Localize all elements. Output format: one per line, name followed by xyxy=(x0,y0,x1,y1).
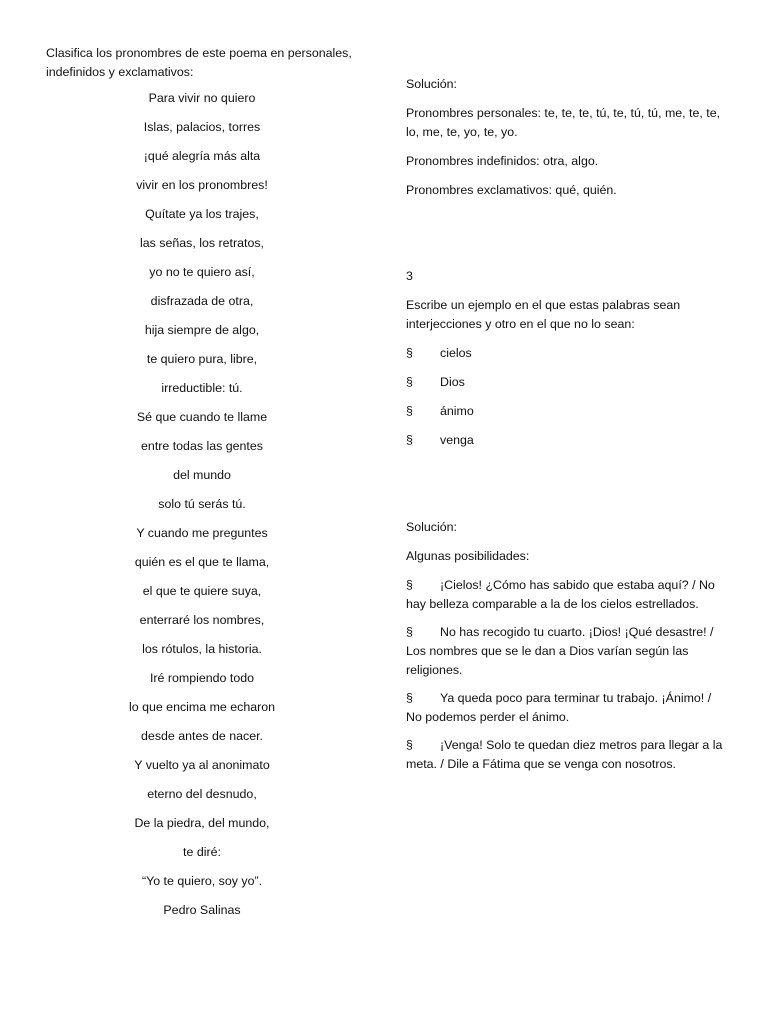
exercise-instruction: Escribe un ejemplo en el que estas palabras sean interjecciones y otro en el que no lo sean: xyxy=(406,298,681,331)
example-item xyxy=(406,623,726,680)
poem-line: irreductible: tú. xyxy=(161,381,243,395)
poem-line: “Yo te quiero, soy yo”. xyxy=(141,874,263,888)
poem-line: entre todas las gentes xyxy=(141,439,263,453)
example-item xyxy=(406,576,726,614)
solution-intro: Algunas posibilidades: xyxy=(406,549,530,563)
poem-line: Y vuelto ya al anonimato xyxy=(134,758,270,772)
section-sign-icon: § xyxy=(406,375,413,389)
exclamative-pronouns: Pronombres exclamativos: qué, quién. xyxy=(406,183,617,197)
solution-heading: Solución: xyxy=(406,520,457,534)
word-item xyxy=(406,344,726,363)
word-item xyxy=(406,402,726,421)
word-item xyxy=(406,373,726,392)
indefinite-pronouns: Pronombres indefinidos: otra, algo. xyxy=(406,154,599,168)
exercise-instruction: Clasifica los pronombres de este poema en personales, indefinidos y exclamativos: xyxy=(46,46,352,79)
solution-interjections xyxy=(406,518,726,774)
poem-line: te quiero pura, libre, xyxy=(146,352,258,366)
section-sign-icon: § xyxy=(406,433,413,447)
section-sign-icon: § xyxy=(406,346,413,360)
poem-line: del mundo xyxy=(173,468,231,482)
poem-line: las señas, los retratos, xyxy=(140,236,264,250)
poem-line: enterraré los nombres, xyxy=(139,613,265,627)
poem-author: Pedro Salinas xyxy=(163,903,241,917)
example-item xyxy=(406,689,726,727)
word-item xyxy=(406,431,726,450)
poem-line: Iré rompiendo todo xyxy=(149,671,254,685)
poem-line: el que te quiere suya, xyxy=(142,584,262,598)
example-item xyxy=(406,736,726,774)
section-sign-icon: § xyxy=(406,691,413,705)
poem-line: solo tú serás tú. xyxy=(158,497,246,511)
poem-exercise xyxy=(46,44,376,931)
example-text: No has recogido tu cuarto. ¡Dios! ¡Qué desastre! / Los nombres que se le dan a Dios varían según las religiones. xyxy=(406,625,714,677)
word-label: Dios xyxy=(440,375,465,389)
personal-pronouns: Pronombres personales: te, te, te, tú, te, tú, tú, me, te, te, lo, me, te, yo, te, yo. xyxy=(406,106,721,139)
exercise-3 xyxy=(406,267,726,450)
poem xyxy=(46,90,358,931)
poem-line: disfrazada de otra, xyxy=(150,294,254,308)
word-label: ánimo xyxy=(440,404,474,418)
poem-line: vivir en los pronombres! xyxy=(136,178,268,192)
example-text: ¡Venga! Solo te quedan diez metros para llegar a la meta. / Dile a Fátima que se venga con nosotros. xyxy=(406,738,723,771)
poem-line: Para vivir no quiero xyxy=(148,91,256,105)
solution-heading: Solución: xyxy=(406,77,457,91)
poem-line: De la piedra, del mundo, xyxy=(134,816,270,830)
poem-line: Sé que cuando te llame xyxy=(136,410,268,424)
poem-line: Y cuando me preguntes xyxy=(136,526,268,540)
poem-line: quién es el que te llama, xyxy=(134,555,270,569)
word-label: cielos xyxy=(440,346,472,360)
exercise-number: 3 xyxy=(406,269,413,283)
section-sign-icon: § xyxy=(406,578,413,592)
section-sign-icon: § xyxy=(406,404,413,418)
poem-line: lo que encima me echaron xyxy=(128,700,276,714)
section-sign-icon: § xyxy=(406,738,413,752)
poem-line: los rótulos, la historia. xyxy=(142,642,262,656)
poem-line: ¡qué alegría más alta xyxy=(143,149,261,163)
poem-line: yo no te quiero así, xyxy=(149,265,255,279)
example-text: ¡Cielos! ¿Cómo has sabido que estaba aquí? / No hay belleza comparable a la de los cielos estrellados. xyxy=(406,578,715,611)
poem-line: te diré: xyxy=(183,845,221,859)
section-sign-icon: § xyxy=(406,625,413,639)
example-text: Ya queda poco para terminar tu trabajo. ¡Ánimo! / No podemos perder el ánimo. xyxy=(406,691,712,724)
word-label: venga xyxy=(440,433,474,447)
solution-pronouns xyxy=(406,75,726,200)
poem-line: desde antes de nacer. xyxy=(141,729,263,743)
poem-line: eterno del desnudo, xyxy=(147,787,257,801)
poem-line: Quítate ya los trajes, xyxy=(145,207,259,221)
poem-line: Islas, palacios, torres xyxy=(143,120,261,134)
poem-line: hija siempre de algo, xyxy=(144,323,260,337)
